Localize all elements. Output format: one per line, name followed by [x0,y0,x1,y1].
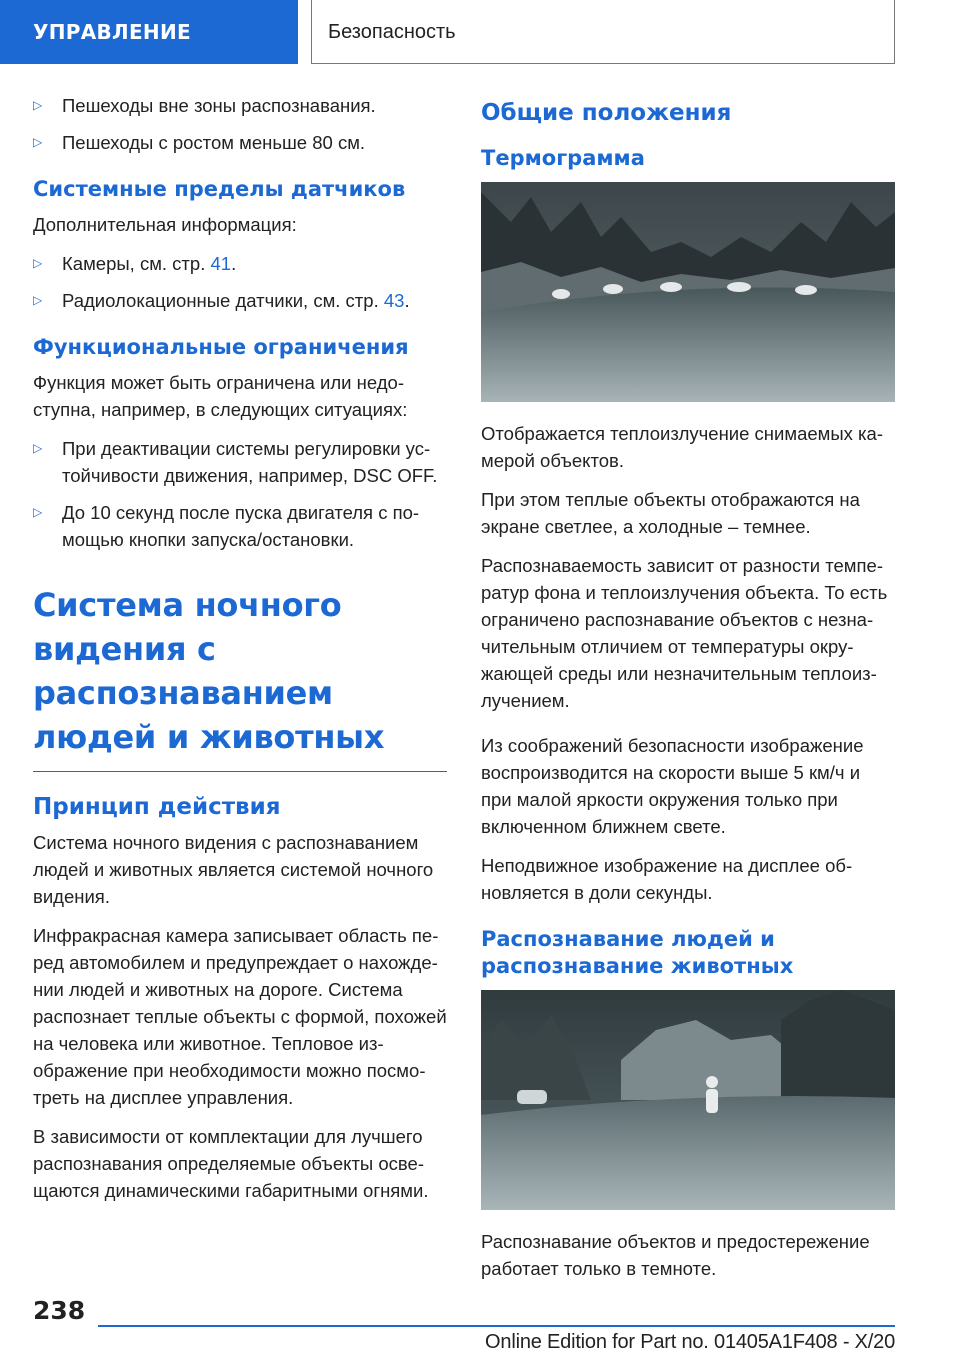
paragraph: Отображается теплоизлучение снимаемых камерой объектов. [481,423,884,471]
sensor-list [33,250,447,314]
thermogram-image [481,182,895,402]
footer-divider [98,1325,895,1327]
pedestrian-limits-list [33,92,447,156]
list-item: ▷ Пешеходы вне зоны распознавания. [33,92,447,119]
list-item: ▷ При деактивации системы регулировки устойчивости движения, например, DSC OFF. [33,435,447,489]
page-link[interactable]: 41 [210,253,232,274]
list-item: ▷ Радиолокационные датчики, см. стр. 43. [33,287,447,314]
section-tab: УПРАВЛЕНИЕ [0,0,298,64]
bullet-triangle-icon: ▷ [33,293,43,307]
bullet-triangle-icon: ▷ [33,135,43,149]
functional-list [33,435,447,553]
page-number: 238 [33,1296,86,1325]
left-column [33,92,447,1216]
paragraph: Неподвижное изображение на дисплее обновляется в доли секунды. [481,855,853,903]
list-item: ▷ До 10 секунд после пуска двигателя с помощью кнопки запуска/остановки. [33,499,447,553]
paragraph: Из соображений безопасности изображение воспроизводится на скорости выше 5 км/ч и при малой яркости окружения только при включенном ближнем свете. [481,735,864,837]
heading-general: Общие положения [481,100,732,126]
bullet-triangle-icon: ▷ [33,441,43,455]
paragraph: При этом теплые объекты отображаются на экране светлее, а холодные – темнее. [481,489,860,537]
heading-sensor-limits: Системные пределы датчиков [33,177,406,201]
heading-thermogram: Термограмма [481,146,645,170]
sensor-intro: Дополнительная информация: [33,214,297,235]
title-divider [33,771,447,772]
right-column [481,100,895,1294]
subsection-header [311,0,895,64]
bullet-triangle-icon: ▷ [33,256,43,270]
paragraph: Распознаваемость зависит от разности температур фона и теплоизлучения объекта. То есть ограничено распознавание объектов с незначительным отличием от температуры окружающей среды или незначительным теплоизлучением. [481,555,888,711]
subsection-title: Безопасность [328,21,456,43]
list-item: ▷ Камеры, см. стр. 41. [33,250,447,277]
heading-principle: Принцип действия [33,794,281,820]
list-item: ▷ Пешеходы с ростом меньше 80 см. [33,129,447,156]
heading-functional-limits: Функциональные ограничения [33,335,409,359]
bullet-triangle-icon: ▷ [33,505,43,519]
paragraph: Распознавание объектов и предостережение работает только в темноте. [481,1231,870,1279]
page-link[interactable]: 43 [383,290,405,311]
edition-info: Online Edition for Part no. 01405A1F408 - X/20 [485,1331,895,1353]
paragraph: В зависимости от комплектации для лучшего распознавания определяемые объекты освещаются динамическими габаритными огнями. [33,1126,429,1201]
paragraph: Инфракрасная камера записывает область перед автомобилем и предупреждает о нахождении людей и животных на дороге. Система распознает теплые объекты с формой, похожей на человека или животное. Тепловое изображение при необходимости можно посмотреть на дисплее управления. [33,925,447,1108]
chapter-title: Система ночного видения с распознаванием людей и животных [33,586,385,756]
recognition-image [481,990,895,1210]
paragraph: Система ночного видения с распознаванием людей и животных является системой ночного видения. [33,832,434,907]
heading-recognition: Распознавание людей и распознавание животных [481,927,794,978]
functional-intro: Функция может быть ограничена или недоступна, например, в следующих ситуациях: [33,372,408,420]
bullet-triangle-icon: ▷ [33,98,43,112]
